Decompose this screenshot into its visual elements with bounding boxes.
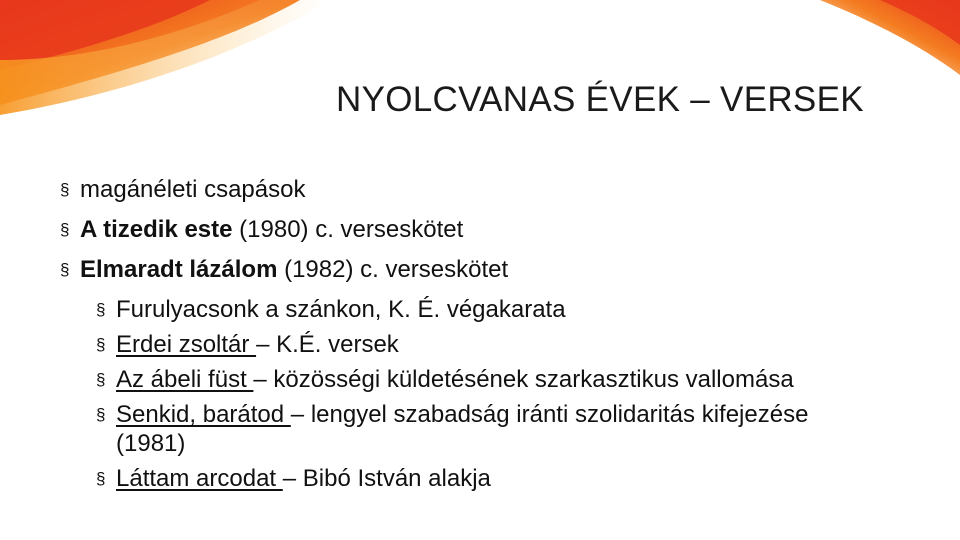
bullet-icon: § <box>60 260 70 279</box>
bullet-icon: § <box>60 180 70 199</box>
bullet-icon: § <box>96 405 106 424</box>
item-text: – lengyel szabadság iránti szolidaritás kifejezése (1981) <box>116 401 809 457</box>
poem-title: Az ábeli füst <box>116 366 254 393</box>
item-text: (1980) c. verseskötet <box>232 216 464 243</box>
sub-bullet-item <box>96 464 816 493</box>
item-text: (1982) c. verseskötet <box>277 256 509 283</box>
bullet-item <box>60 255 940 284</box>
sub-bullet-item <box>96 400 816 458</box>
poem-title: Senkid, barátod <box>116 401 291 428</box>
bullet-item <box>60 215 940 244</box>
bullet-list <box>60 175 940 499</box>
sub-bullet-item <box>96 295 816 324</box>
poem-title: Láttam arcodat <box>116 465 283 492</box>
bullet-icon: § <box>96 469 106 488</box>
book-title: A tizedik este <box>80 216 233 243</box>
bullet-item <box>60 175 940 204</box>
slide-title: NYOLCVANAS ÉVEK – VERSEK <box>336 80 864 119</box>
bullet-icon: § <box>96 370 106 389</box>
flame-right-shape <box>820 0 960 75</box>
bullet-icon: § <box>96 300 106 319</box>
bullet-icon: § <box>96 335 106 354</box>
item-text: magánéleti csapások <box>80 176 306 203</box>
sub-bullet-item <box>96 365 816 394</box>
item-text: – K.É. versek <box>256 331 399 358</box>
item-text: – közösségi küldetésének szarkasztikus vallomása <box>253 366 794 393</box>
book-title: Elmaradt lázálom <box>80 256 278 283</box>
item-text: – Bibó István alakja <box>282 465 491 492</box>
bullet-icon: § <box>60 220 70 239</box>
item-text: Furulyacsonk a szánkon, K. É. végakarata <box>116 296 566 323</box>
poem-title: Erdei zsoltár <box>116 331 257 358</box>
sub-bullet-item <box>96 330 816 359</box>
flame-left-shape <box>0 0 330 115</box>
